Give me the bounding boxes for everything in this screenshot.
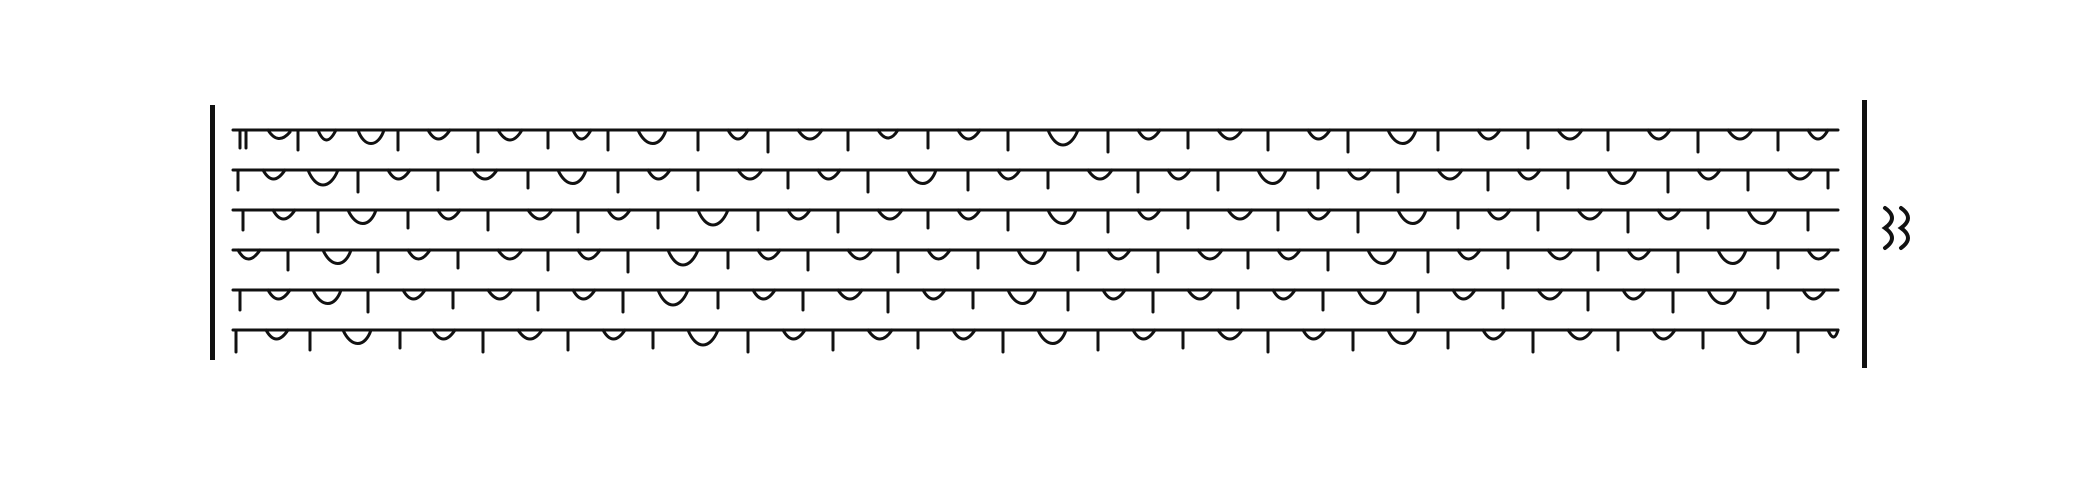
handwritten-script-line-1	[228, 118, 1848, 158]
handwritten-script-line-2	[228, 158, 1848, 198]
script-line-5	[228, 278, 1848, 318]
script-line-3	[228, 198, 1848, 238]
left-border-rule	[210, 105, 215, 360]
script-line-6	[228, 318, 1848, 358]
handwritten-script-line-4	[228, 238, 1848, 278]
script-line-2	[228, 158, 1848, 198]
right-border-rule	[1862, 100, 1867, 368]
handwritten-folio-numeral	[1877, 200, 1917, 260]
script-line-4	[228, 238, 1848, 278]
folio-page-number	[1877, 200, 1917, 260]
handwritten-script-line-3	[228, 198, 1848, 238]
handwritten-script-line-5	[228, 278, 1848, 318]
script-line-1	[228, 118, 1848, 158]
script-text-block	[228, 118, 1848, 358]
handwritten-script-line-6	[228, 318, 1848, 358]
